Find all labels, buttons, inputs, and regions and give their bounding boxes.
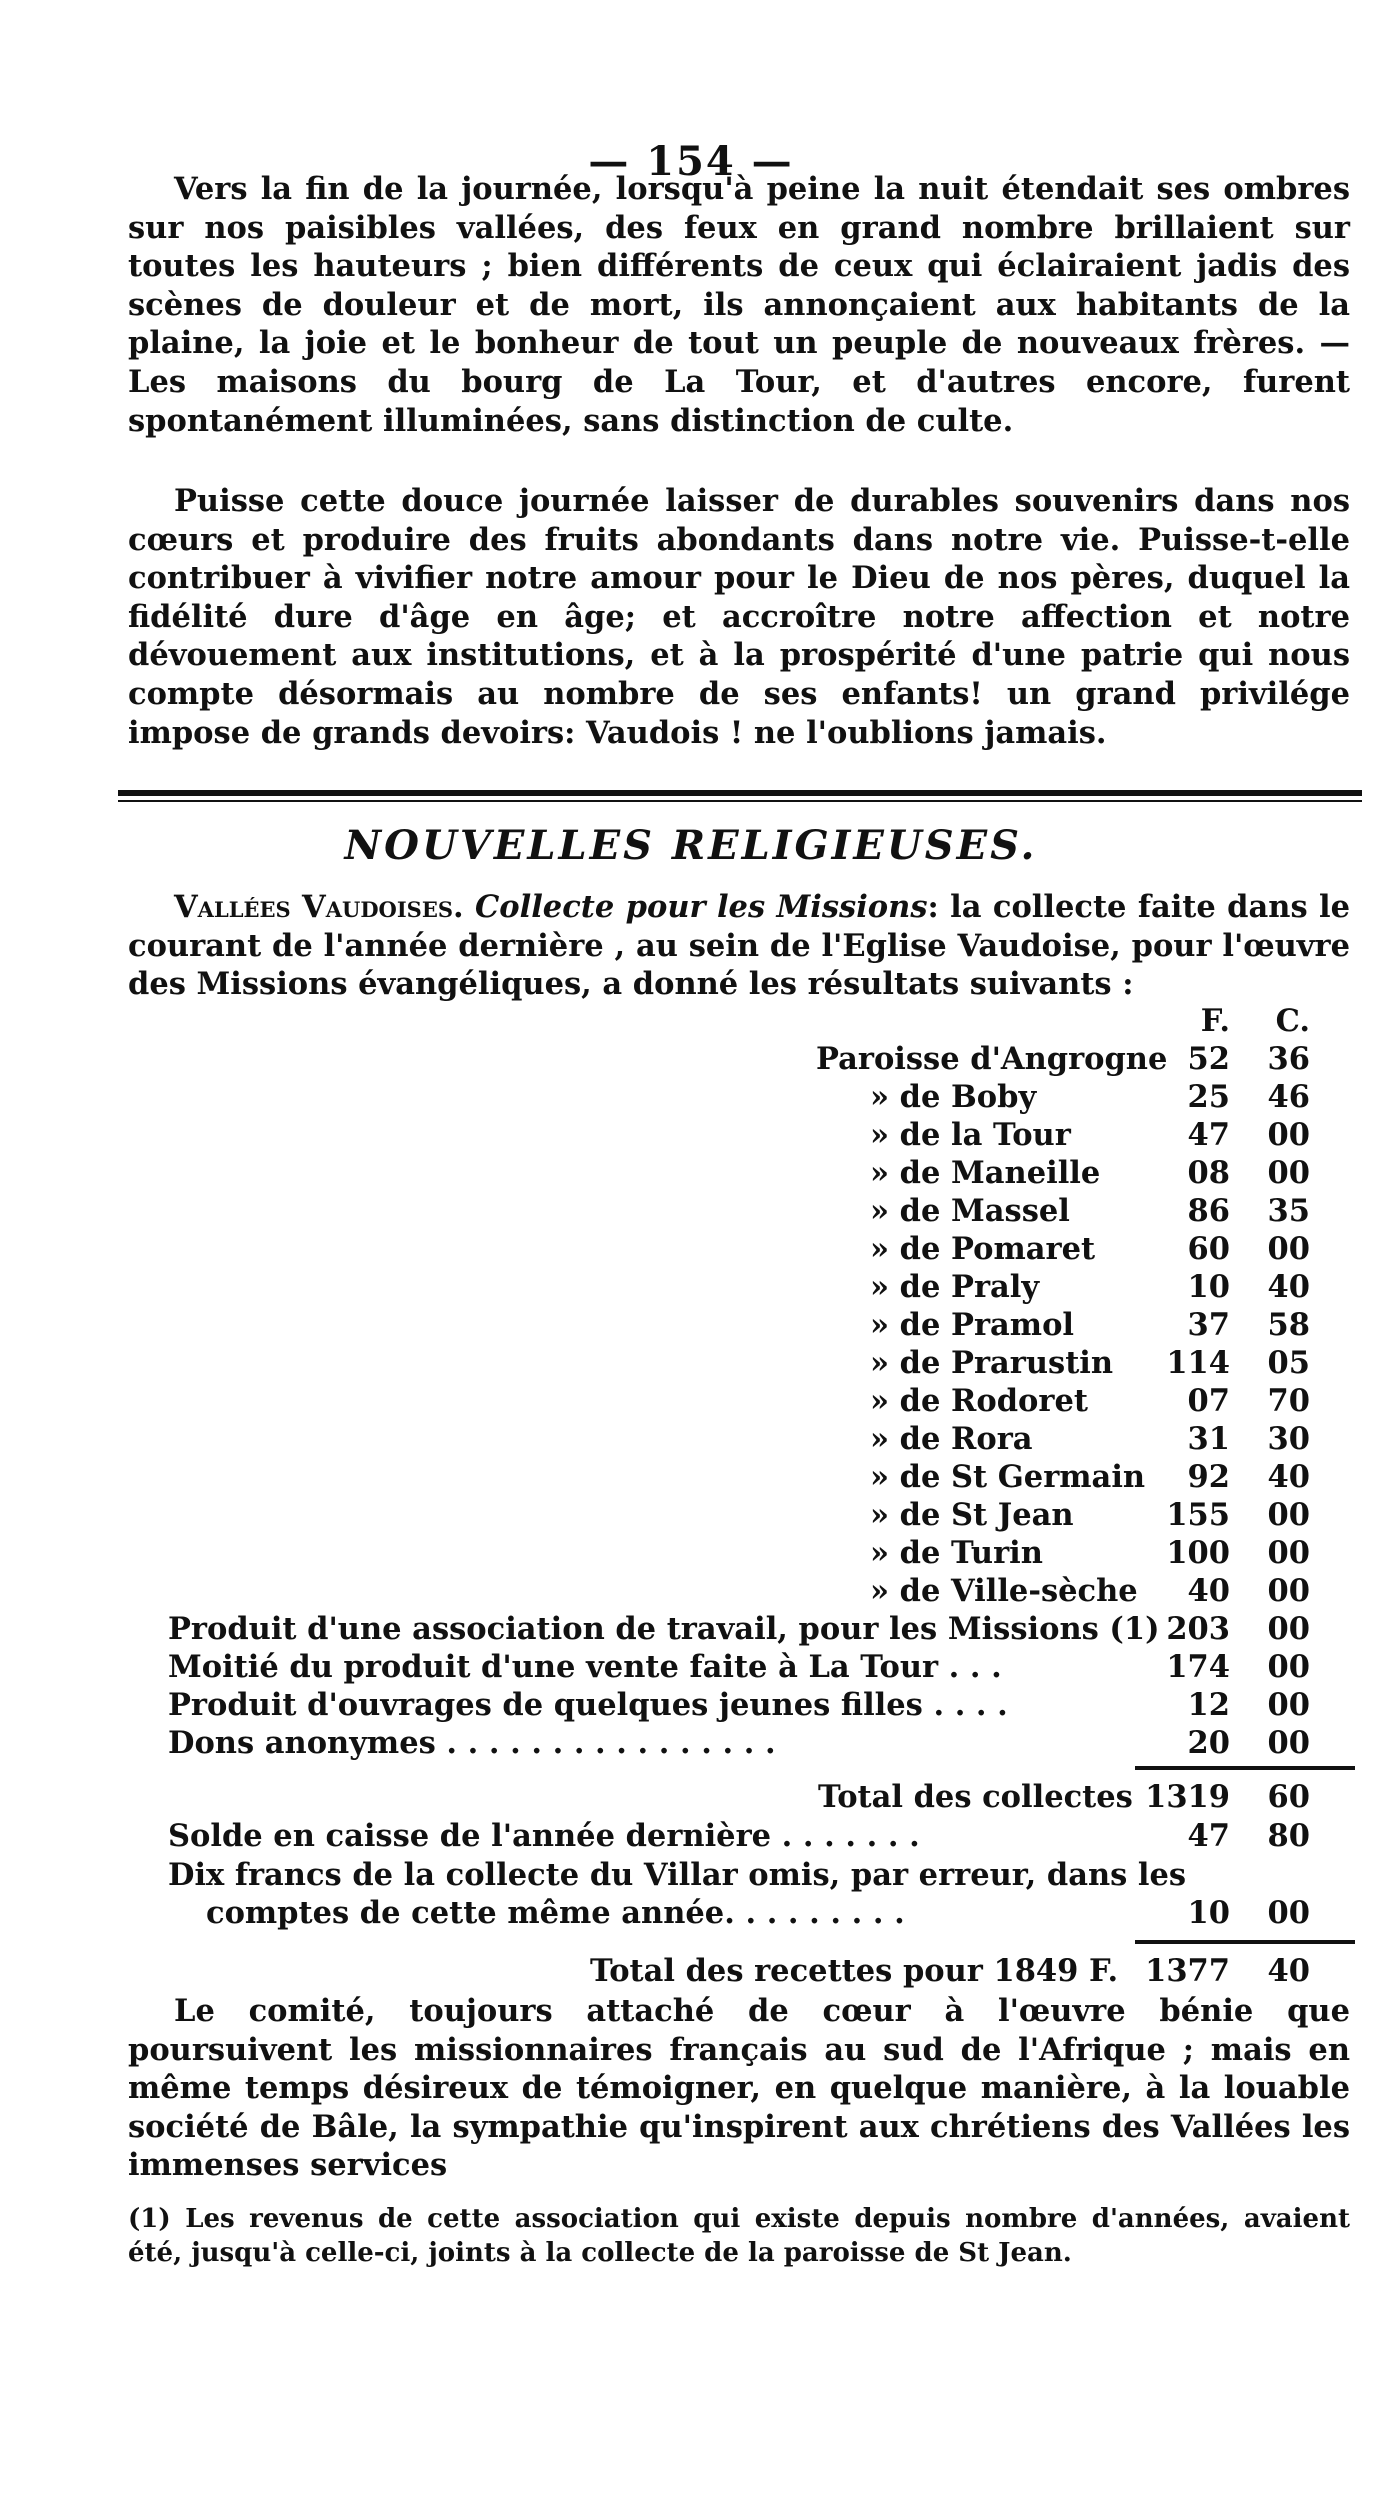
- row-francs: 12: [1187, 1687, 1230, 1723]
- row-label: Produit d'une association de travail, pour les Missions (1): [168, 1611, 1160, 1647]
- row-label: Moitié du produit d'une vente faite à La Tour . . .: [168, 1649, 1002, 1685]
- row-centimes: 00: [1267, 1725, 1310, 1761]
- row-centimes: 40: [1267, 1953, 1310, 1989]
- row-francs: 60: [1187, 1231, 1230, 1267]
- row-centimes: 58: [1267, 1307, 1310, 1343]
- row-centimes: 60: [1267, 1779, 1310, 1815]
- table-row: [0, 1344, 1382, 1382]
- row-label: Total des collectes: [818, 1779, 1133, 1815]
- row-label: Solde en caisse de l'année dernière . . . . . . .: [168, 1818, 920, 1854]
- row-label: » de Pramol: [870, 1307, 1074, 1343]
- row-label: » de St Jean: [870, 1497, 1074, 1533]
- row-centimes: 46: [1267, 1079, 1310, 1115]
- footnote: [128, 2202, 1350, 2270]
- table-row: [0, 1724, 1382, 1762]
- table-row: [0, 1382, 1382, 1420]
- row-centimes: 00: [1267, 1649, 1310, 1685]
- table-row: [0, 1078, 1382, 1116]
- row-francs: 47: [1187, 1818, 1230, 1854]
- section-rule-thin: [118, 800, 1362, 802]
- row-label: comptes de cette même année. . . . . . . . .: [206, 1895, 905, 1931]
- paragraph-3-text: Le comité, toujours attaché de cœur à l'œuvre bénie que poursuivent les missionnaires français au sud de l'Afrique ; mais en même temps désireux de témoigner, en quelque manière, à la louable société de Bâle, la sympathie qu'inspirent aux chrétiens des Vallées les immenses services: [128, 1993, 1350, 2184]
- row-label: Paroisse d'Angrogne: [816, 1041, 1168, 1077]
- row-francs: 86: [1187, 1193, 1230, 1229]
- row-centimes: 00: [1267, 1155, 1310, 1191]
- row-centimes: 00: [1267, 1535, 1310, 1571]
- page-number: — 154 —: [588, 138, 794, 185]
- row-label: » de Rora: [870, 1421, 1033, 1457]
- row-francs: 20: [1187, 1725, 1230, 1761]
- table-row: [0, 1116, 1382, 1154]
- row-centimes: 40: [1267, 1269, 1310, 1305]
- table-row: [0, 1534, 1382, 1572]
- row-label: » de Prarustin: [870, 1345, 1114, 1381]
- row-label: » de Maneille: [870, 1155, 1101, 1191]
- subtotal-rule: [1135, 1766, 1355, 1770]
- row-francs: 37: [1187, 1307, 1230, 1343]
- row-centimes: 00: [1267, 1117, 1310, 1153]
- solde-row: [0, 1817, 1382, 1855]
- row-francs: 1319: [1145, 1779, 1230, 1815]
- dix-francs-row-2: [0, 1894, 1382, 1932]
- row-francs: 155: [1166, 1497, 1230, 1533]
- row-label: » de Rodoret: [870, 1383, 1088, 1419]
- row-francs: 114: [1166, 1345, 1230, 1381]
- table-row: [0, 1572, 1382, 1610]
- row-francs: 10: [1187, 1269, 1230, 1305]
- intro-place: Vallées Vaudoises.: [174, 889, 464, 925]
- row-francs: 100: [1166, 1535, 1230, 1571]
- row-label: » de Ville-sèche: [870, 1573, 1138, 1609]
- row-label: Dons anonymes . . . . . . . . . . . . . . . .: [168, 1725, 776, 1761]
- row-francs: 1377: [1145, 1953, 1230, 1989]
- dix-francs-row-1: [0, 1856, 1382, 1894]
- row-centimes: 00: [1267, 1611, 1310, 1647]
- row-label: » de St Germain: [870, 1459, 1146, 1495]
- table-row: [0, 1230, 1382, 1268]
- section-rule-thick: [118, 790, 1362, 796]
- paragraph-evening-fires: [128, 170, 1350, 440]
- table-row: [0, 1154, 1382, 1192]
- table-row: [0, 1686, 1382, 1724]
- row-label: » de la Tour: [870, 1117, 1071, 1153]
- row-centimes: 40: [1267, 1459, 1310, 1495]
- table-row: [0, 1268, 1382, 1306]
- total-rule: [1135, 1940, 1355, 1944]
- row-francs: 07: [1187, 1383, 1230, 1419]
- row-francs: 10: [1187, 1895, 1230, 1931]
- paragraph-committee: [128, 1992, 1350, 2185]
- paragraph-wish: [128, 482, 1350, 752]
- row-francs: 40: [1187, 1573, 1230, 1609]
- row-label: » de Boby: [870, 1079, 1037, 1115]
- row-francs: 47: [1187, 1117, 1230, 1153]
- row-francs: 174: [1166, 1649, 1230, 1685]
- intro-subject: Collecte pour les Missions: [475, 889, 928, 925]
- row-label: Dix francs de la collecte du Villar omis, par erreur, dans les: [168, 1857, 1187, 1893]
- table-row: [0, 1648, 1382, 1686]
- table-row: [0, 1496, 1382, 1534]
- table-row: [0, 1306, 1382, 1344]
- paragraph-2-text: Puisse cette douce journée laisser de durables souvenirs dans nos cœurs et produire des fruits abondants dans notre vie. Puisse-t-elle contribuer à vivifier notre amour pour le Dieu de nos pères, duquel la fidélité dure d'âge en âge; et accroître notre affection et notre dévouement aux institutions, et à la prospérité d'une patrie qui nous compte désormais au nombre de ses enfants! un grand privilége impose de grands devoirs: Vaudois ! ne l'oublions jamais.: [128, 483, 1350, 751]
- table-row: [0, 1040, 1382, 1078]
- row-centimes: 00: [1267, 1895, 1310, 1931]
- header-francs: F.: [1200, 1003, 1230, 1039]
- row-francs: 25: [1187, 1079, 1230, 1115]
- row-francs: 31: [1187, 1421, 1230, 1457]
- section-heading: NOUVELLES RELIGIEUSES.: [344, 822, 1038, 869]
- row-label: » de Praly: [870, 1269, 1040, 1305]
- row-centimes: 35: [1267, 1193, 1310, 1229]
- row-centimes: 30: [1267, 1421, 1310, 1457]
- total-collectes-row: [0, 1778, 1382, 1816]
- row-centimes: 00: [1267, 1573, 1310, 1609]
- row-centimes: 00: [1267, 1497, 1310, 1533]
- row-centimes: 80: [1267, 1818, 1310, 1854]
- table-row: [0, 1420, 1382, 1458]
- row-francs: 203: [1166, 1611, 1230, 1647]
- row-label: » de Massel: [870, 1193, 1070, 1229]
- table-row: [0, 1192, 1382, 1230]
- missions-intro: [128, 888, 1350, 1004]
- header-centimes: C.: [1275, 1003, 1310, 1039]
- row-francs: 08: [1187, 1155, 1230, 1191]
- table-row: [0, 1610, 1382, 1648]
- total-recettes-row: [0, 1952, 1382, 1990]
- paragraph-1-text: Vers la fin de la journée, lorsqu'à peine la nuit étendait ses ombres sur nos paisibles vallées, des feux en grand nombre brillaient sur toutes les hauteurs ; bien différents de ceux qui éclairaient jadis des scènes de douleur et de mort, ils annonçaient aux habitants de la plaine, la joie et le bonheur de tout un peuple de nouveaux frères. — Les maisons du bourg de La Tour, et d'autres encore, furent spontanément illuminées, sans distinction de culte.: [128, 171, 1350, 439]
- intro-text: : la collecte faite dans le courant de l'année dernière , au sein de l'Eglise Vaudoise, pour l'œuvre des Missions évangéliques, a donné les résultats suivants :: [128, 889, 1350, 1003]
- row-francs: 52: [1187, 1041, 1230, 1077]
- row-centimes: 05: [1267, 1345, 1310, 1381]
- row-label: » de Turin: [870, 1535, 1043, 1571]
- row-francs: 92: [1187, 1459, 1230, 1495]
- row-label: » de Pomaret: [870, 1231, 1096, 1267]
- row-label: Total des recettes pour 1849 F.: [590, 1953, 1119, 1989]
- row-centimes: 00: [1267, 1687, 1310, 1723]
- table-row: [0, 1458, 1382, 1496]
- row-centimes: 36: [1267, 1041, 1310, 1077]
- row-centimes: 00: [1267, 1231, 1310, 1267]
- row-label: Produit d'ouvrages de quelques jeunes filles . . . .: [168, 1687, 1008, 1723]
- row-centimes: 70: [1267, 1383, 1310, 1419]
- footnote-text: (1) Les revenus de cette association qui existe depuis nombre d'années, avaient été, jusqu'à celle-ci, joints à la collecte de la paroisse de St Jean.: [128, 2204, 1350, 2268]
